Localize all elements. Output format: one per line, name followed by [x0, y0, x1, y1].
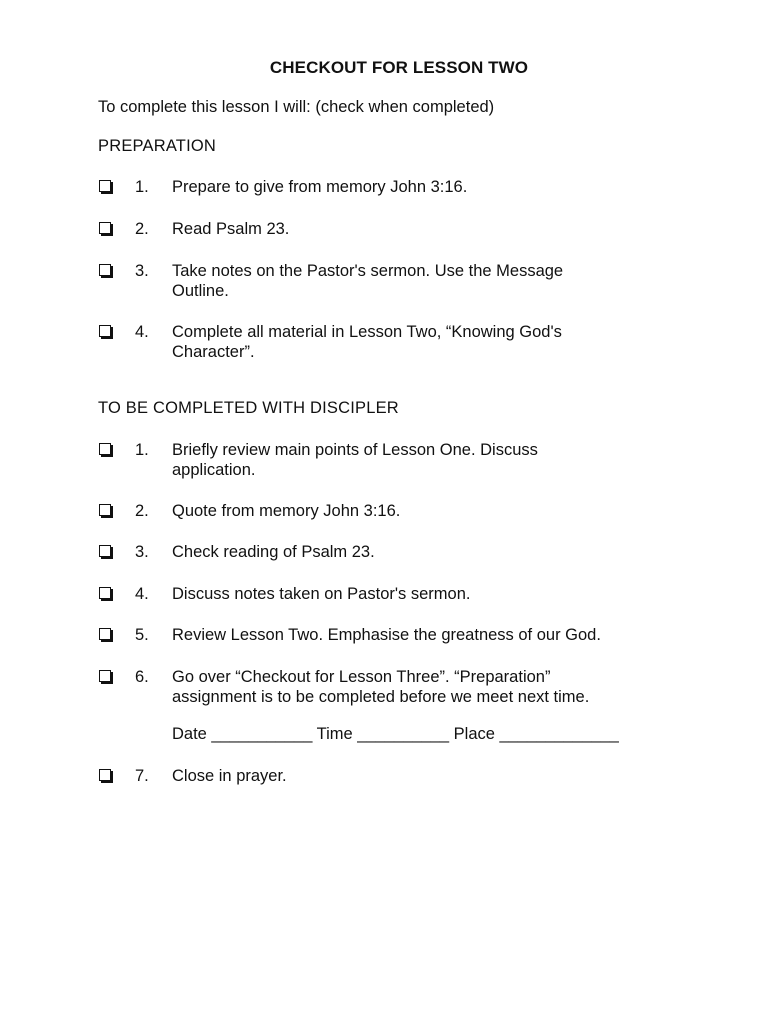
checkbox[interactable]: [99, 769, 111, 781]
item-number: 4.: [135, 585, 149, 603]
checkbox[interactable]: [99, 180, 111, 192]
intro-text: To complete this lesson I will: (check when completed): [98, 98, 495, 116]
checkbox[interactable]: [99, 628, 111, 640]
preparation-heading: PREPARATION: [98, 137, 217, 155]
item-number: 1.: [135, 441, 149, 459]
item-number: 1.: [135, 178, 149, 196]
discipler-heading: TO BE COMPLETED WITH DISCIPLER: [98, 399, 399, 417]
checkbox[interactable]: [99, 670, 111, 682]
item-text: Review Lesson Two. Emphasise the greatness of our God.: [172, 626, 601, 644]
checkbox[interactable]: [99, 325, 111, 337]
item-text: Discuss notes taken on Pastor's sermon.: [172, 585, 471, 603]
checkbox[interactable]: [99, 443, 111, 455]
item-text: Read Psalm 23.: [172, 220, 290, 238]
item-number: 5.: [135, 626, 149, 644]
item-number: 2.: [135, 502, 149, 520]
checkbox[interactable]: [99, 545, 111, 557]
page-title: CHECKOUT FOR LESSON TWO: [269, 58, 529, 77]
checkbox[interactable]: [99, 222, 111, 234]
item-text: Go over “Checkout for Lesson Three”. “Preparation” assignment is to be completed before we meet next time.: [172, 668, 590, 706]
item-number: 6.: [135, 668, 149, 686]
item-text: Take notes on the Pastor's sermon. Use the Message Outline.: [172, 262, 564, 300]
checkbox[interactable]: [99, 504, 111, 516]
item-number: 2.: [135, 220, 149, 238]
item-number: 3.: [135, 262, 149, 280]
item-number: 4.: [135, 323, 149, 341]
item-text: Check reading of Psalm 23.: [172, 543, 375, 561]
item-number: 3.: [135, 543, 149, 561]
item-text: Complete all material in Lesson Two, “Knowing God's Character”.: [172, 323, 562, 361]
item-number: 7.: [135, 767, 149, 785]
checkbox[interactable]: [99, 264, 111, 276]
item-text: Quote from memory John 3:16.: [172, 502, 401, 520]
schedule-line: Date ___________ Time __________ Place _____________: [172, 725, 619, 743]
item-text: Briefly review main points of Lesson One. Discuss application.: [172, 441, 538, 479]
item-text: Prepare to give from memory John 3:16.: [172, 178, 468, 196]
checkbox[interactable]: [99, 587, 111, 599]
item-text: Close in prayer.: [172, 767, 287, 785]
